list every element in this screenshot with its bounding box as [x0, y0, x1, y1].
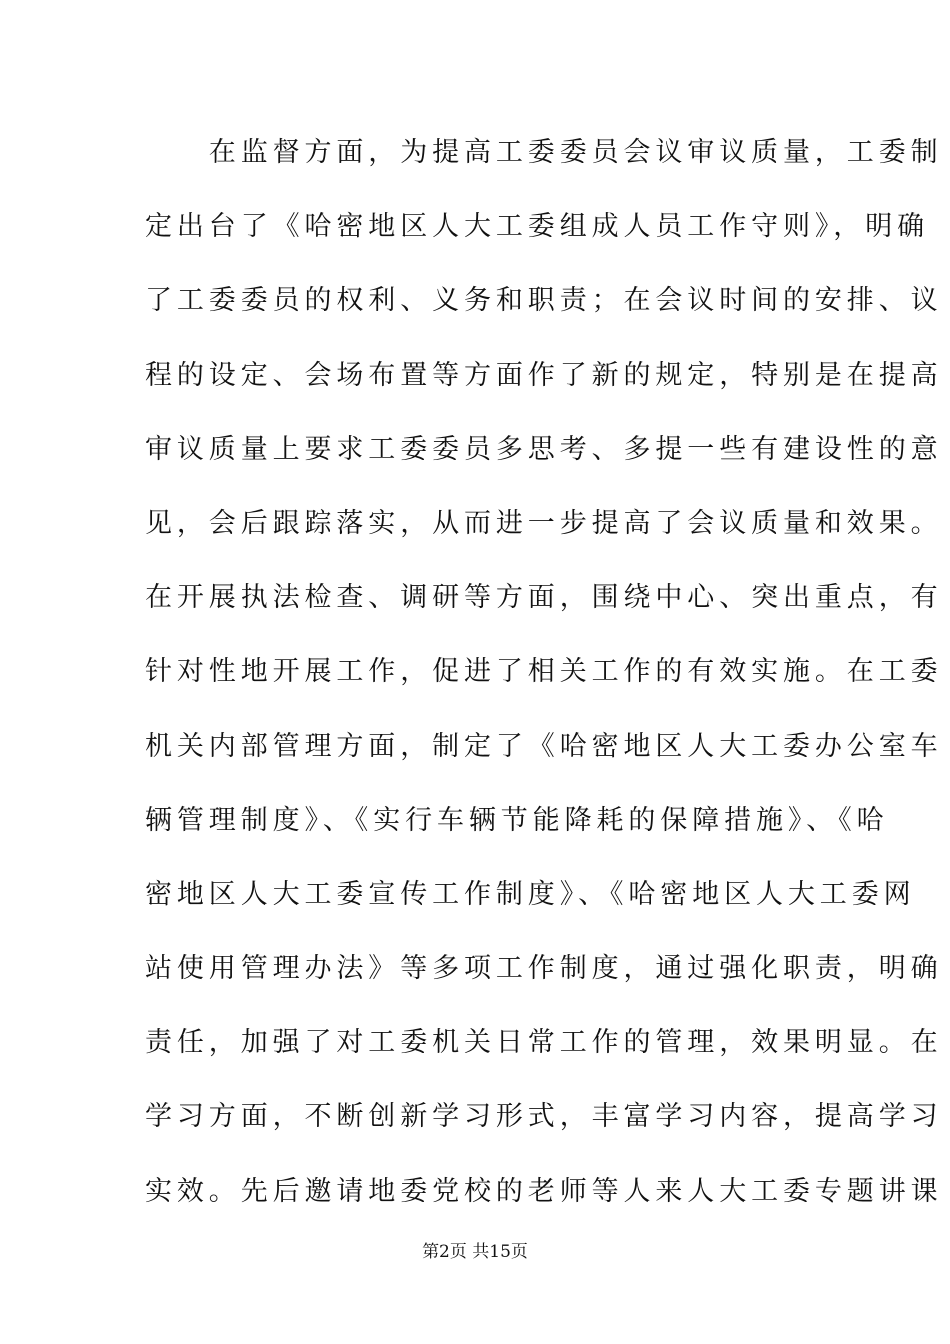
text-line-10: 辆管理制度》、《实行车辆节能降耗的保障措施》、《哈: [145, 804, 889, 836]
text-line-3: 了工委委员的权利、义务和职责；在会议时间的安排、议: [145, 285, 943, 317]
text-line-9: 机关内部管理方面，制定了《哈密地区人大工委办公室车: [145, 730, 943, 762]
text-line-1: 在监督方面，为提高工委委员会议审议质量，工委制: [145, 137, 943, 168]
text-line-7: 在开展执法检查、调研等方面，围绕中心、突出重点，有: [145, 582, 943, 614]
document-body: [145, 132, 943, 1245]
page-number-footer: 第2页 共15页: [422, 1242, 528, 1262]
text-line-11: 密地区人大工委宣传工作制度》、《哈密地区人大工委网: [145, 878, 916, 910]
text-line-2: 定出台了《哈密地区人大工委组成人员工作守则》，明确: [145, 211, 929, 243]
text-line-15: 实效。先后邀请地委党校的老师等人来人大工委专题讲课: [145, 1175, 943, 1207]
text-line-13: 责任，加强了对工委机关日常工作的管理，效果明显。在: [145, 1027, 943, 1059]
text-line-4: 程的设定、会场布置等方面作了新的规定，特别是在提高: [145, 359, 943, 391]
text-line-8: 针对性地开展工作，促进了相关工作的有效实施。在工委: [145, 656, 943, 688]
text-line-12: 站使用管理办法》等多项工作制度，通过强化职责，明确: [145, 953, 943, 985]
text-line-5: 审议质量上要求工委委员多思考、多提一些有建设性的意: [145, 433, 943, 465]
text-line-6: 见，会后跟踪落实，从而进一步提高了会议质量和效果。: [145, 507, 943, 539]
text-line-14: 学习方面，不断创新学习形式，丰富学习内容，提高学习: [145, 1101, 943, 1133]
